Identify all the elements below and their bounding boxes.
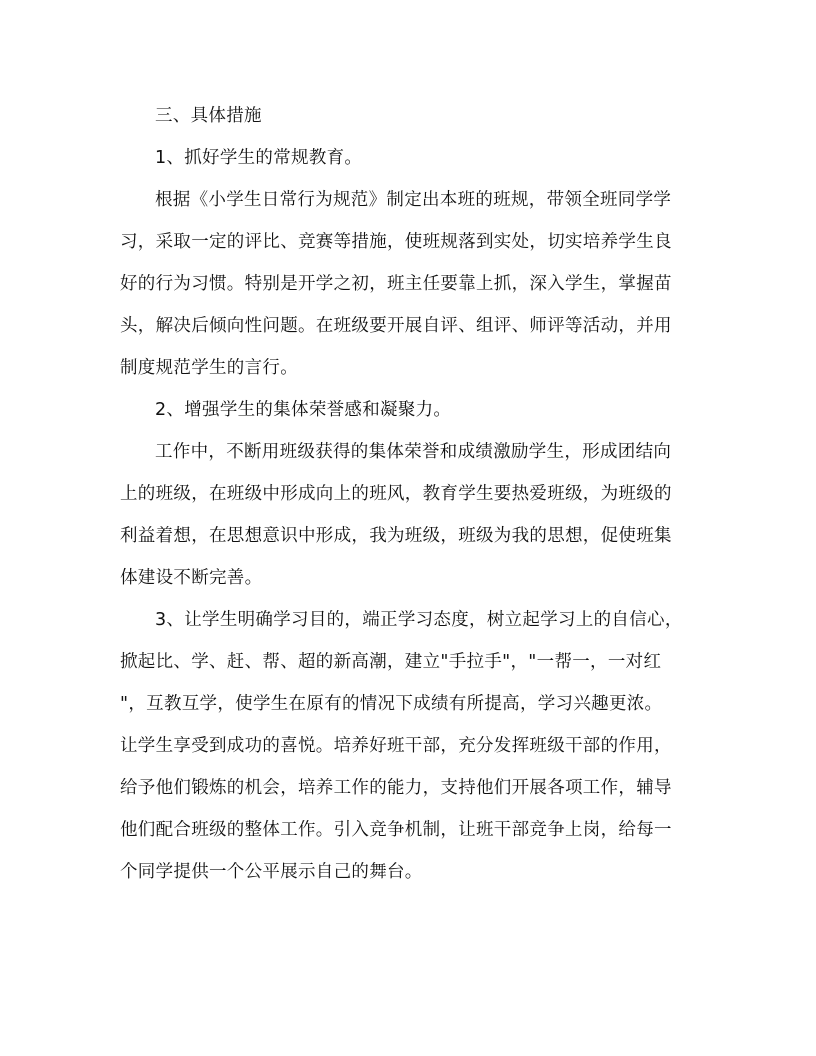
paragraph-line: 好的行为习惯。特别是开学之初，班主任要靠上抓，深入学生，掌握苗 <box>120 274 672 294</box>
paragraph-line: 根据《小学生日常行为规范》制定出本班的班规，带领全班同学学 <box>155 190 672 210</box>
paragraph-line: 他们配合班级的整体工作。引入竞争机制，让班干部竞争上岗，给每一 <box>120 820 672 840</box>
section-heading: 三、具体措施 <box>155 106 262 126</box>
paragraph-line: 3、让学生明确学习目的，端正学习态度，树立起学习上的自信心， <box>155 610 683 630</box>
paragraph-line: "，互教互学，使学生在原有的情况下成绩有所提高，学习兴趣更浓。 <box>120 694 663 714</box>
paragraph-line: 头，解决后倾向性问题。在班级要开展自评、组评、师评等活动，并用 <box>120 316 672 336</box>
paragraph-line: 掀起比、学、赶、帮、超的新高潮，建立"手拉手"，"一帮一，一对红 <box>120 652 662 672</box>
paragraph-line: 上的班级，在班级中形成向上的班风，教育学生要热爱班级，为班级的 <box>120 484 672 504</box>
paragraph-line: 让学生享受到成功的喜悦。培养好班干部，充分发挥班级干部的作用， <box>120 736 672 756</box>
paragraph-line: 体建设不断完善。 <box>120 568 263 588</box>
paragraph-line: 利益着想，在思想意识中形成，我为班级，班级为我的思想，促使班集 <box>120 526 672 546</box>
paragraph-line: 习，采取一定的评比、竞赛等措施，使班规落到实处，切实培养学生良 <box>120 232 672 252</box>
item-1-title: 1、抓好学生的常规教育。 <box>155 148 363 168</box>
paragraph-line: 给予他们锻炼的机会，培养工作的能力，支持他们开展各项工作，辅导 <box>120 778 672 798</box>
item-2-title: 2、增强学生的集体荣誉感和凝聚力。 <box>155 400 452 420</box>
paragraph-line: 制度规范学生的言行。 <box>120 358 298 378</box>
paragraph-line: 工作中，不断用班级获得的集体荣誉和成绩激励学生，形成团结向 <box>155 442 672 462</box>
paragraph-line: 个同学提供一个公平展示自己的舞台。 <box>120 862 423 882</box>
